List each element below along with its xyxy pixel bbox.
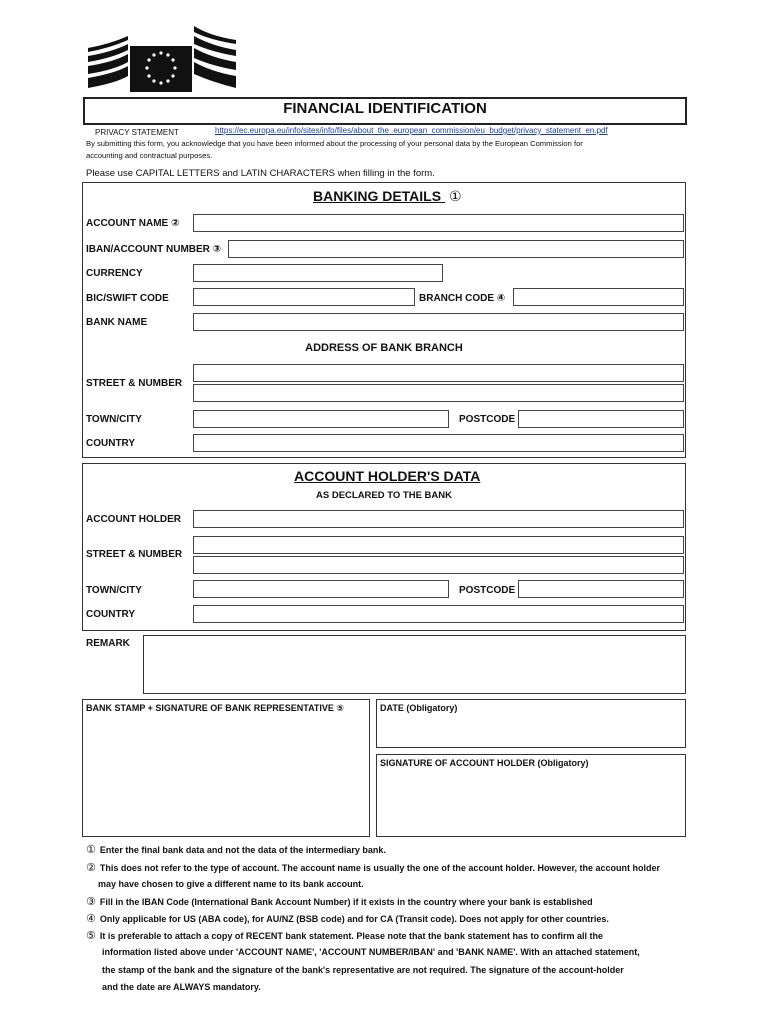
bank-name-field[interactable] <box>193 313 684 331</box>
remark-field[interactable] <box>143 635 686 694</box>
privacy-text-1: By submitting this form, you acknowledge that you have been informed about the processing of your personal data by the European Commission for <box>86 139 583 148</box>
holder-name-field[interactable] <box>193 510 684 528</box>
holder-signature-label: SIGNATURE OF ACCOUNT HOLDER (Obligatory) <box>380 758 589 768</box>
footnote-5-mark: ⑤ <box>86 930 96 942</box>
privacy-link[interactable]: https://ec.europa.eu/info/sites/info/files/about_the_european_commission/eu_budget/privacy_statement_en.pdf <box>215 126 608 135</box>
currency-label: CURRENCY <box>86 268 143 279</box>
bank-country-field[interactable] <box>193 434 684 452</box>
bank-country-label: COUNTRY <box>86 438 136 449</box>
holder-country-label: COUNTRY <box>86 609 136 620</box>
account-holder-subtitle: AS DECLARED TO THE BANK <box>316 490 452 501</box>
bank-stamp-box[interactable] <box>82 699 370 837</box>
bic-label: BIC/SWIFT CODE <box>86 293 169 304</box>
footnote-3-text: Fill in the IBAN Code (International Bank Account Number) if it exists in the country where your bank is established <box>99 897 593 907</box>
account-name-label: ACCOUNT NAME ② <box>86 218 180 229</box>
remark-label: REMARK <box>86 638 130 649</box>
iban-label: IBAN/ACCOUNT NUMBER ③ <box>86 244 222 255</box>
holder-street-field-1[interactable] <box>193 536 684 554</box>
banking-details-title-text: BANKING DETAILS <box>313 188 442 204</box>
footnote-2-cont: may have chosen to give a different name to its bank account. <box>98 879 364 889</box>
ec-logo <box>86 18 238 94</box>
holder-town-field[interactable] <box>193 580 449 598</box>
bank-postcode-label: POSTCODE <box>459 414 516 425</box>
banking-details-title <box>313 188 462 205</box>
banking-details-title-mark: ① <box>448 188 462 204</box>
bank-name-label: BANK NAME <box>86 317 148 328</box>
privacy-label: PRIVACY STATEMENT <box>95 128 179 137</box>
holder-name-label: ACCOUNT HOLDER <box>86 514 181 525</box>
footnote-4 <box>86 912 609 925</box>
account-holder-title: ACCOUNT HOLDER'S DATA <box>294 468 481 484</box>
bank-street-label: STREET & NUMBER <box>86 378 183 389</box>
footnote-3 <box>86 895 593 908</box>
footnote-4-text: Only applicable for US (ABA code), for AU/NZ (BSB code) and for CA (Transit code). Does not apply for other countries. <box>99 914 609 924</box>
footnote-5-cont-2: the stamp of the bank and the signature of the bank's representative are not required. The signature of the account-holder <box>102 965 624 975</box>
date-label: DATE (Obligatory) <box>380 703 458 713</box>
footnote-1 <box>86 843 386 856</box>
currency-field[interactable] <box>193 264 443 282</box>
ec-logo-graphic <box>86 18 238 94</box>
privacy-text-2: accounting and contractual purposes. <box>86 151 213 160</box>
branch-code-label: BRANCH CODE ④ <box>419 293 506 304</box>
footnote-1-text: Enter the final bank data and not the data of the intermediary bank. <box>99 845 386 855</box>
footnote-5-cont-3: and the date are ALWAYS mandatory. <box>102 982 261 992</box>
holder-street-field-2[interactable] <box>193 556 684 574</box>
holder-country-field[interactable] <box>193 605 684 623</box>
bank-address-title: ADDRESS OF BANK BRANCH <box>305 342 463 354</box>
holder-street-label: STREET & NUMBER <box>86 549 183 560</box>
footnote-3-mark: ③ <box>86 896 96 908</box>
holder-postcode-field[interactable] <box>518 580 684 598</box>
bank-town-field[interactable] <box>193 410 449 428</box>
iban-field[interactable] <box>228 240 684 258</box>
footnote-2-text: This does not refer to the type of account. The account name is usually the one of the account holder. However, the account holder <box>99 863 660 873</box>
bank-postcode-field[interactable] <box>518 410 684 428</box>
footnote-4-mark: ④ <box>86 913 96 925</box>
bank-street-field-1[interactable] <box>193 364 684 382</box>
bank-stamp-label: BANK STAMP + SIGNATURE OF BANK REPRESENTATIVE ⑤ <box>86 703 345 713</box>
account-name-field[interactable] <box>193 214 684 232</box>
footnote-2 <box>86 861 660 874</box>
bank-street-field-2[interactable] <box>193 384 684 402</box>
branch-code-field[interactable] <box>513 288 684 306</box>
bank-town-label: TOWN/CITY <box>86 414 142 425</box>
fill-instruction: Please use CAPITAL LETTERS and LATIN CHARACTERS when filling in the form. <box>86 168 435 179</box>
footnote-5-text: It is preferable to attach a copy of RECENT bank statement. Please note that the bank statement has to confirm all the <box>99 931 603 941</box>
footnote-2-mark: ② <box>86 862 96 874</box>
bic-field[interactable] <box>193 288 415 306</box>
footnote-5-cont-1: information listed above under 'ACCOUNT NAME', 'ACCOUNT NUMBER/IBAN' and 'BANK NAME'. With an attached statement, <box>102 947 640 957</box>
footnote-5 <box>86 929 603 942</box>
holder-postcode-label: POSTCODE <box>459 585 516 596</box>
holder-town-label: TOWN/CITY <box>86 585 142 596</box>
form-title: FINANCIAL IDENTIFICATION <box>283 100 487 117</box>
footnote-1-mark: ① <box>86 844 96 856</box>
